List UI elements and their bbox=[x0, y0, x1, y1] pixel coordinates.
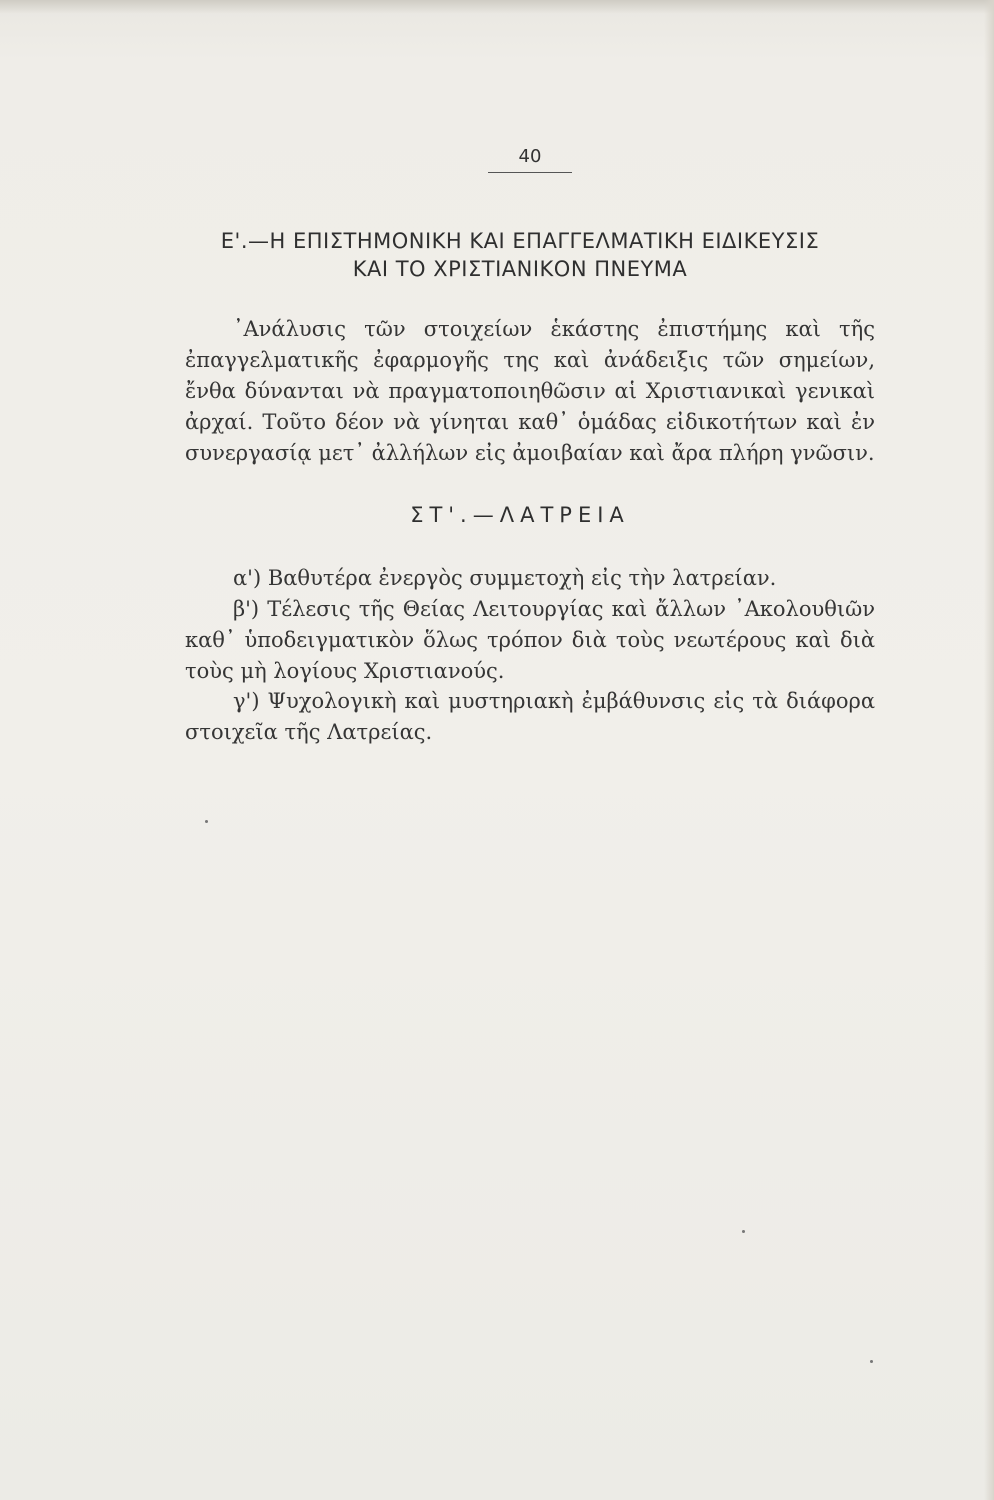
page-number: 40 bbox=[518, 146, 542, 167]
section-e-paragraph: ᾿Ανάλυσις τῶν στοιχείων ἑκάστης ἐπιστήμης καὶ τῆς ἐπαγγελματικῆς ἐφαρμογῆς της καὶ ἀνάδειξις τῶν σημείων, ἔνθα δύνανται νὰ πραγματοποιηθῶσιν αἱ Χριστιανικαὶ γενικαὶ ἀρχαί. Τοῦτο δέον νὰ γίνηται καθ᾿ ὁμάδας εἰδικοτήτων καὶ ἐν συνεργασίᾳ μετ᾿ ἀλλήλων εἰς ἀμοιβαίαν καὶ ἄρα πλήρη γνῶσιν. bbox=[185, 317, 875, 465]
speck-mark bbox=[870, 1360, 873, 1363]
section-st-title: ΣΤ'.—ΛΑΤΡΕΙΑ bbox=[410, 503, 630, 527]
page-number-rule bbox=[488, 172, 572, 173]
page-top-shadow bbox=[0, 0, 994, 14]
list-item-beta: β') Τέλεσις τῆς Θείας Λειτουργίας καὶ ἄλλων ᾿Ακολουθιῶν καθ᾿ ὑποδειγματικὸν ὅλως τρόπον διὰ τοὺς νεωτέρους καὶ διὰ τοὺς μὴ λογίους Χριστιανούς. bbox=[185, 597, 875, 683]
section-e-title-line2: ΚΑΙ ΤΟ ΧΡΙΣΤΙΑΝΙΚΟΝ ΠΝΕΥΜΑ bbox=[352, 257, 688, 281]
speck-mark bbox=[742, 1230, 745, 1233]
section-e-title-line1: Ε'.—Η ΕΠΙΣΤΗΜΟΝΙΚΗ ΚΑΙ ΕΠΑΓΓΕΛΜΑΤΙΚΗ ΕΙΔΙΚΕΥΣΙΣ bbox=[220, 229, 820, 253]
list-item-gamma: γ') Ψυχολογικὴ καὶ μυστηριακὴ ἐμβάθυνσις εἰς τὰ διάφορα στοιχεῖα τῆς Λατρείας. bbox=[185, 689, 875, 744]
list-item-alpha: α') Βαθυτέρα ἐνεργὸς συμμετοχὴ εἰς τὴν λατρείαν. bbox=[233, 566, 777, 590]
speck-mark bbox=[205, 820, 208, 823]
page-right-edge bbox=[984, 0, 994, 1500]
